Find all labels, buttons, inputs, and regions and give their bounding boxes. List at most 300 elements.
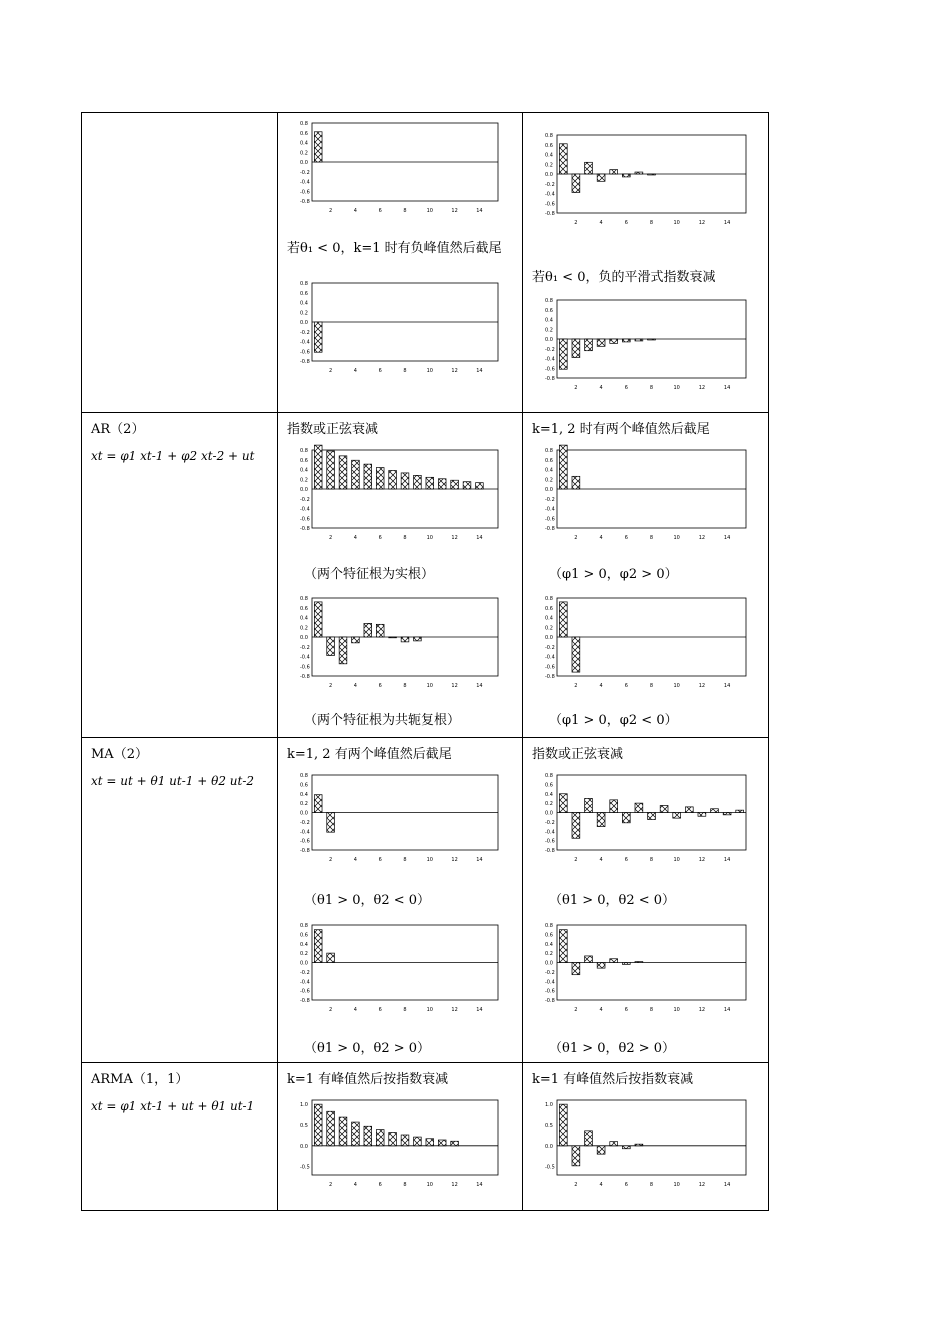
y-tick-label: 0.8 bbox=[545, 596, 553, 602]
y-tick-label: 0.8 bbox=[545, 133, 553, 139]
acf-bar bbox=[736, 810, 744, 812]
y-tick-label: 1.0 bbox=[545, 1102, 553, 1109]
acf-bar bbox=[314, 602, 322, 637]
x-tick-label: 2 bbox=[574, 1182, 578, 1188]
x-tick-label: 8 bbox=[403, 208, 407, 214]
acf-bar bbox=[414, 1137, 422, 1146]
acf-bar bbox=[673, 813, 681, 819]
x-tick-label: 12 bbox=[451, 1007, 458, 1013]
y-tick-label: -0.4 bbox=[545, 356, 555, 363]
y-tick-label: 0.0 bbox=[300, 960, 308, 967]
acf-chart bbox=[282, 121, 500, 214]
y-tick-label: 0.8 bbox=[300, 773, 308, 779]
y-tick-label: 0.2 bbox=[300, 477, 308, 484]
row-col2-cell bbox=[278, 738, 523, 1063]
acf-bar bbox=[635, 1144, 643, 1146]
acf-bar bbox=[559, 144, 567, 174]
y-tick-label: -0.2 bbox=[545, 496, 555, 503]
y-tick-label: -0.4 bbox=[300, 179, 310, 186]
x-tick-label: 8 bbox=[649, 385, 654, 391]
y-tick-label: -0.6 bbox=[545, 201, 555, 208]
row-col2-cell bbox=[278, 413, 523, 738]
acf-bar bbox=[339, 637, 347, 664]
chart-caption: 若θ₁ < 0，负的平滑式指数衰减 bbox=[532, 270, 716, 285]
acf-bar bbox=[572, 476, 580, 489]
y-tick-label: 0.8 bbox=[545, 773, 553, 779]
acf-bar bbox=[597, 813, 605, 827]
y-tick-label: 0.2 bbox=[545, 951, 553, 958]
y-tick-label: 0.8 bbox=[545, 448, 553, 454]
acf-bar bbox=[572, 339, 580, 358]
y-tick-label: 0.0 bbox=[300, 635, 308, 641]
y-tick-label: -0.6 bbox=[300, 988, 310, 995]
y-tick-label: -0.2 bbox=[545, 969, 555, 976]
y-tick-label: -0.8 bbox=[300, 998, 310, 1004]
x-tick-label: 8 bbox=[649, 683, 654, 689]
acf-bar bbox=[572, 1146, 580, 1166]
y-tick-label: 0.0 bbox=[545, 635, 553, 641]
x-tick-label: 8 bbox=[403, 683, 407, 689]
y-tick-label: 0.4 bbox=[300, 791, 308, 798]
x-tick-label: 6 bbox=[378, 857, 382, 863]
pattern-caption: k=1, 2 有两个峰值然后截尾 bbox=[287, 747, 452, 762]
x-tick-label: 10 bbox=[426, 368, 433, 374]
x-tick-label: 8 bbox=[649, 535, 654, 541]
y-tick-label: 0.2 bbox=[300, 310, 308, 317]
x-tick-label: 4 bbox=[353, 208, 357, 214]
acf-bar bbox=[314, 445, 322, 489]
y-tick-label: -0.6 bbox=[300, 516, 310, 523]
x-tick-label: 14 bbox=[723, 385, 731, 391]
x-tick-label: 6 bbox=[378, 683, 382, 689]
y-tick-label: -0.4 bbox=[545, 829, 555, 836]
acf-bar bbox=[610, 339, 618, 343]
acf-chart bbox=[527, 923, 748, 1013]
acf-bar bbox=[451, 480, 459, 489]
y-tick-label: -0.6 bbox=[300, 189, 310, 196]
y-tick-label: 0.4 bbox=[545, 152, 553, 159]
x-tick-label: 12 bbox=[698, 220, 706, 226]
y-tick-label: -0.2 bbox=[300, 819, 310, 826]
acf-bar bbox=[314, 795, 322, 813]
y-tick-label: -0.8 bbox=[545, 211, 555, 217]
pattern-caption: 指数或正弦衰减 bbox=[287, 422, 379, 437]
acf-bar bbox=[438, 1140, 446, 1146]
row-model-cell bbox=[82, 413, 278, 738]
x-tick-label: 10 bbox=[426, 1182, 433, 1188]
x-tick-label: 12 bbox=[451, 368, 458, 374]
acf-bar bbox=[648, 339, 656, 340]
y-tick-label: -0.8 bbox=[545, 526, 555, 532]
acf-bar bbox=[622, 1146, 630, 1149]
y-tick-label: -0.4 bbox=[545, 506, 555, 513]
pattern-caption: k=1 有峰值然后按指数衰减 bbox=[287, 1072, 449, 1087]
acf-bar bbox=[559, 339, 567, 369]
y-tick-label: 0.0 bbox=[545, 810, 553, 817]
acf-bar bbox=[635, 803, 643, 812]
acf-chart bbox=[527, 773, 748, 863]
acf-chart bbox=[282, 923, 500, 1013]
x-tick-label: 2 bbox=[329, 535, 333, 541]
x-tick-label: 14 bbox=[476, 857, 483, 863]
model-formula: xt = ut + θ1 ut-1 + θ2 ut-2 bbox=[91, 774, 255, 788]
y-tick-label: 0.0 bbox=[300, 160, 308, 166]
x-tick-label: 12 bbox=[451, 683, 458, 689]
acf-bar bbox=[314, 322, 322, 352]
x-tick-label: 4 bbox=[599, 857, 603, 863]
row-col3-cell bbox=[523, 413, 769, 738]
x-tick-label: 8 bbox=[649, 857, 654, 863]
row-model-cell bbox=[82, 113, 278, 413]
acf-bar bbox=[438, 479, 446, 489]
chart-caption: （θ1 > 0，θ2 < 0） bbox=[304, 893, 431, 908]
row-col3-cell bbox=[523, 1063, 769, 1211]
x-tick-label: 14 bbox=[723, 535, 731, 541]
chart-caption: （φ1 > 0，φ2 < 0） bbox=[549, 713, 678, 728]
y-tick-label: 0.4 bbox=[545, 791, 553, 798]
acf-bar bbox=[572, 813, 580, 839]
y-tick-label: -0.8 bbox=[300, 359, 310, 365]
x-tick-label: 8 bbox=[649, 1007, 654, 1013]
y-tick-label: 0.6 bbox=[300, 130, 308, 137]
acf-bar bbox=[559, 602, 567, 637]
y-tick-label: 0.2 bbox=[300, 150, 308, 157]
chart-caption: （φ1 > 0，φ2 > 0） bbox=[549, 567, 678, 582]
x-tick-label: 6 bbox=[624, 1182, 628, 1188]
x-tick-label: 10 bbox=[673, 385, 680, 391]
y-tick-label: 0.6 bbox=[545, 605, 553, 612]
y-tick-label: -0.4 bbox=[545, 191, 555, 198]
acf-chart bbox=[527, 298, 748, 391]
x-tick-label: 14 bbox=[476, 1182, 483, 1188]
chart-caption: （θ1 > 0，θ2 > 0） bbox=[549, 1041, 676, 1056]
acf-bar bbox=[597, 963, 605, 969]
y-tick-label: 0.4 bbox=[300, 467, 308, 474]
acf-bar bbox=[327, 953, 335, 962]
y-tick-label: 0.6 bbox=[300, 290, 308, 297]
acf-bar bbox=[426, 477, 434, 489]
acf-bar bbox=[389, 637, 397, 638]
x-tick-label: 8 bbox=[403, 1007, 407, 1013]
y-tick-label: -0.4 bbox=[545, 979, 555, 986]
y-tick-label: -0.2 bbox=[545, 644, 555, 651]
x-tick-label: 14 bbox=[723, 220, 731, 226]
y-tick-label: -0.2 bbox=[300, 644, 310, 651]
y-tick-label: -0.6 bbox=[545, 366, 555, 373]
x-tick-label: 10 bbox=[673, 535, 680, 541]
x-tick-label: 2 bbox=[574, 857, 578, 863]
x-tick-label: 6 bbox=[378, 1182, 382, 1188]
acf-bar bbox=[585, 956, 593, 963]
y-tick-label: -0.4 bbox=[300, 654, 310, 661]
acf-chart bbox=[282, 773, 500, 863]
x-tick-label: 8 bbox=[649, 1182, 654, 1188]
x-tick-label: 6 bbox=[624, 1007, 628, 1013]
acf-bar bbox=[597, 174, 605, 181]
x-tick-label: 4 bbox=[599, 683, 603, 689]
acf-bar bbox=[723, 813, 731, 815]
x-tick-label: 14 bbox=[476, 683, 483, 689]
x-tick-label: 12 bbox=[698, 535, 706, 541]
x-tick-label: 10 bbox=[426, 683, 433, 689]
x-tick-label: 6 bbox=[624, 385, 628, 391]
acf-bar bbox=[559, 930, 567, 963]
acf-bar bbox=[339, 1117, 347, 1146]
y-tick-label: 0.0 bbox=[300, 320, 308, 326]
x-tick-label: 12 bbox=[698, 385, 706, 391]
x-tick-label: 4 bbox=[353, 857, 357, 863]
acf-bar bbox=[559, 794, 567, 813]
y-tick-label: -0.2 bbox=[300, 329, 310, 336]
x-tick-label: 4 bbox=[353, 1007, 357, 1013]
x-tick-label: 4 bbox=[599, 1182, 603, 1188]
acf-chart bbox=[282, 596, 500, 689]
model-formula: xt = φ1 xt-1 + φ2 xt-2 + ut bbox=[91, 449, 255, 463]
x-tick-label: 12 bbox=[451, 535, 458, 541]
acf-bar bbox=[314, 930, 322, 963]
acf-bar bbox=[635, 172, 643, 174]
x-tick-label: 14 bbox=[723, 683, 731, 689]
x-tick-label: 6 bbox=[378, 208, 382, 214]
acf-bar bbox=[426, 1139, 434, 1146]
acf-bar bbox=[711, 809, 719, 813]
x-tick-label: 2 bbox=[329, 857, 333, 863]
acf-bar bbox=[559, 445, 567, 489]
x-tick-label: 14 bbox=[723, 1182, 731, 1188]
y-tick-label: 0.0 bbox=[300, 1143, 308, 1150]
y-tick-label: -0.2 bbox=[545, 346, 555, 353]
y-tick-label: -0.8 bbox=[300, 199, 310, 205]
acf-bar bbox=[376, 624, 384, 637]
y-tick-label: -0.6 bbox=[545, 664, 555, 671]
chart-caption: （θ1 > 0，θ2 > 0） bbox=[304, 1041, 431, 1056]
acf-bar bbox=[622, 813, 630, 823]
acf-bar bbox=[622, 174, 630, 177]
x-tick-label: 12 bbox=[698, 1007, 706, 1013]
x-tick-label: 2 bbox=[574, 1007, 578, 1013]
x-tick-label: 12 bbox=[698, 857, 706, 863]
acf-bar bbox=[622, 963, 630, 965]
x-tick-label: 2 bbox=[329, 1182, 333, 1188]
acf-bar bbox=[622, 339, 630, 342]
x-tick-label: 12 bbox=[451, 857, 458, 863]
y-tick-label: -0.2 bbox=[300, 496, 310, 503]
x-tick-label: 10 bbox=[673, 220, 680, 226]
y-tick-label: 0.6 bbox=[300, 782, 308, 789]
y-tick-label: 0.6 bbox=[545, 142, 553, 149]
y-tick-label: 0.2 bbox=[300, 625, 308, 632]
acf-bar bbox=[610, 170, 618, 174]
y-tick-label: 0.4 bbox=[545, 317, 553, 324]
x-tick-label: 4 bbox=[353, 683, 357, 689]
x-tick-label: 2 bbox=[329, 368, 333, 374]
y-tick-label: 0.6 bbox=[300, 932, 308, 939]
acf-bar bbox=[559, 1104, 567, 1146]
model-name: AR（2） bbox=[91, 422, 145, 437]
y-tick-label: 0.8 bbox=[545, 298, 553, 304]
acf-bar bbox=[585, 1131, 593, 1146]
x-tick-label: 12 bbox=[451, 208, 458, 214]
x-tick-label: 6 bbox=[624, 535, 628, 541]
acf-bar bbox=[610, 1142, 618, 1146]
row-col3-cell bbox=[523, 113, 769, 413]
model-formula: xt = φ1 xt-1 + ut + θ1 ut-1 bbox=[91, 1099, 255, 1113]
y-tick-label: -0.2 bbox=[545, 819, 555, 826]
y-tick-label: 0.4 bbox=[300, 615, 308, 622]
y-tick-label: -0.4 bbox=[300, 339, 310, 346]
x-tick-label: 10 bbox=[426, 535, 433, 541]
x-tick-label: 14 bbox=[476, 1007, 483, 1013]
y-tick-label: -0.2 bbox=[300, 169, 310, 176]
y-tick-label: 0.2 bbox=[545, 801, 553, 808]
acf-bar bbox=[685, 807, 693, 813]
y-tick-label: 0.6 bbox=[545, 782, 553, 789]
pattern-caption: k=1 有峰值然后按指数衰减 bbox=[532, 1072, 694, 1087]
x-tick-label: 4 bbox=[599, 535, 603, 541]
x-tick-label: 10 bbox=[673, 1182, 680, 1188]
x-tick-label: 14 bbox=[476, 535, 483, 541]
y-tick-label: 0.0 bbox=[300, 810, 308, 817]
acf-bar bbox=[364, 1126, 372, 1146]
x-tick-label: 12 bbox=[698, 1182, 706, 1188]
y-tick-label: 0.0 bbox=[545, 172, 553, 178]
y-tick-label: 0.5 bbox=[300, 1123, 308, 1129]
y-tick-label: -0.6 bbox=[545, 516, 555, 523]
y-tick-label: 0.4 bbox=[300, 140, 308, 147]
y-tick-label: 0.8 bbox=[300, 596, 308, 602]
x-tick-label: 14 bbox=[476, 368, 483, 374]
x-tick-label: 10 bbox=[673, 857, 680, 863]
acf-bar bbox=[585, 339, 593, 351]
x-tick-label: 2 bbox=[574, 385, 578, 391]
y-tick-label: 0.2 bbox=[300, 801, 308, 808]
x-tick-label: 8 bbox=[403, 368, 407, 374]
y-tick-label: -0.2 bbox=[300, 969, 310, 976]
acf-chart bbox=[527, 1098, 748, 1188]
y-tick-label: 0.4 bbox=[300, 941, 308, 948]
x-tick-label: 8 bbox=[403, 1182, 407, 1188]
x-tick-label: 8 bbox=[403, 535, 407, 541]
acf-chart bbox=[527, 448, 748, 541]
x-tick-label: 2 bbox=[329, 683, 333, 689]
acf-bar bbox=[389, 1133, 397, 1146]
acf-bar bbox=[327, 1111, 335, 1146]
y-tick-label: 0.6 bbox=[300, 605, 308, 612]
x-tick-label: 4 bbox=[353, 535, 357, 541]
model-name: MA（2） bbox=[91, 747, 148, 762]
acf-bar bbox=[597, 1146, 605, 1154]
x-tick-label: 4 bbox=[353, 1182, 357, 1188]
acf-bar bbox=[327, 813, 335, 833]
x-tick-label: 6 bbox=[624, 683, 628, 689]
y-tick-label: -0.4 bbox=[545, 654, 555, 661]
y-tick-label: 0.2 bbox=[545, 625, 553, 632]
y-tick-label: -0.5 bbox=[300, 1164, 310, 1171]
y-tick-label: 0.2 bbox=[300, 951, 308, 958]
y-tick-label: -0.8 bbox=[300, 526, 310, 532]
acf-bar bbox=[648, 813, 656, 820]
y-tick-label: 0.8 bbox=[300, 923, 308, 929]
acf-chart bbox=[527, 596, 748, 689]
acf-bar bbox=[572, 637, 580, 672]
x-tick-label: 6 bbox=[624, 220, 628, 226]
y-tick-label: -0.8 bbox=[545, 998, 555, 1004]
acf-bar bbox=[401, 473, 409, 489]
x-tick-label: 4 bbox=[599, 385, 603, 391]
x-tick-label: 10 bbox=[673, 683, 680, 689]
x-tick-label: 2 bbox=[574, 220, 578, 226]
acf-bar bbox=[585, 162, 593, 174]
y-tick-label: 0.6 bbox=[545, 932, 553, 939]
y-tick-label: -0.2 bbox=[545, 181, 555, 188]
x-tick-label: 8 bbox=[649, 220, 654, 226]
x-tick-label: 2 bbox=[574, 535, 578, 541]
chart-caption: （两个特征根为共轭复根） bbox=[304, 713, 461, 728]
x-tick-label: 14 bbox=[723, 857, 731, 863]
acf-chart bbox=[282, 1098, 500, 1188]
y-tick-label: 0.0 bbox=[545, 960, 553, 967]
x-tick-label: 10 bbox=[673, 1007, 680, 1013]
x-tick-label: 12 bbox=[451, 1182, 458, 1188]
row-model-cell bbox=[82, 738, 278, 1063]
x-tick-label: 6 bbox=[378, 535, 382, 541]
y-tick-label: -0.8 bbox=[300, 848, 310, 854]
x-tick-label: 6 bbox=[378, 1007, 382, 1013]
x-tick-label: 6 bbox=[378, 368, 382, 374]
acf-bar bbox=[327, 637, 335, 656]
y-tick-label: 0.6 bbox=[300, 457, 308, 464]
y-tick-label: 0.4 bbox=[545, 615, 553, 622]
y-tick-label: -0.8 bbox=[300, 674, 310, 680]
model-name: ARMA（1，1） bbox=[91, 1072, 189, 1087]
acf-bar bbox=[648, 174, 656, 175]
x-tick-label: 4 bbox=[353, 368, 357, 374]
acf-bar bbox=[476, 483, 484, 489]
y-tick-label: 0.0 bbox=[545, 1143, 553, 1150]
y-tick-label: -0.4 bbox=[300, 506, 310, 513]
x-tick-label: 8 bbox=[403, 857, 407, 863]
y-tick-label: 1.0 bbox=[300, 1102, 308, 1109]
acf-bar bbox=[610, 959, 618, 963]
acf-bar bbox=[314, 132, 322, 162]
y-tick-label: 0.2 bbox=[545, 327, 553, 334]
acf-bar bbox=[389, 470, 397, 489]
x-tick-label: 10 bbox=[426, 208, 433, 214]
acf-bar bbox=[339, 456, 347, 489]
y-tick-label: 0.5 bbox=[545, 1123, 553, 1129]
x-tick-label: 10 bbox=[426, 1007, 433, 1013]
y-tick-label: 0.4 bbox=[545, 941, 553, 948]
row-col3-cell bbox=[523, 738, 769, 1063]
x-tick-label: 4 bbox=[599, 220, 603, 226]
acf-bar bbox=[376, 468, 384, 489]
row-model-cell bbox=[82, 1063, 278, 1211]
chart-caption: （θ1 > 0，θ2 < 0） bbox=[549, 893, 676, 908]
x-tick-label: 14 bbox=[476, 208, 483, 214]
pattern-caption: k=1, 2 时有两个峰值然后截尾 bbox=[532, 422, 710, 437]
y-tick-label: -0.8 bbox=[545, 376, 555, 382]
acf-bar bbox=[314, 1104, 322, 1146]
y-tick-label: -0.6 bbox=[545, 838, 555, 845]
acf-bar bbox=[401, 1135, 409, 1146]
acf-bar bbox=[585, 798, 593, 812]
acf-bar bbox=[451, 1141, 459, 1146]
y-tick-label: 0.0 bbox=[545, 337, 553, 343]
y-tick-label: 0.2 bbox=[545, 477, 553, 484]
chart-caption: 若θ₁ < 0，k=1 时有负峰值然后截尾 bbox=[287, 241, 502, 256]
y-tick-label: 0.4 bbox=[545, 467, 553, 474]
y-tick-label: 0.0 bbox=[545, 487, 553, 493]
